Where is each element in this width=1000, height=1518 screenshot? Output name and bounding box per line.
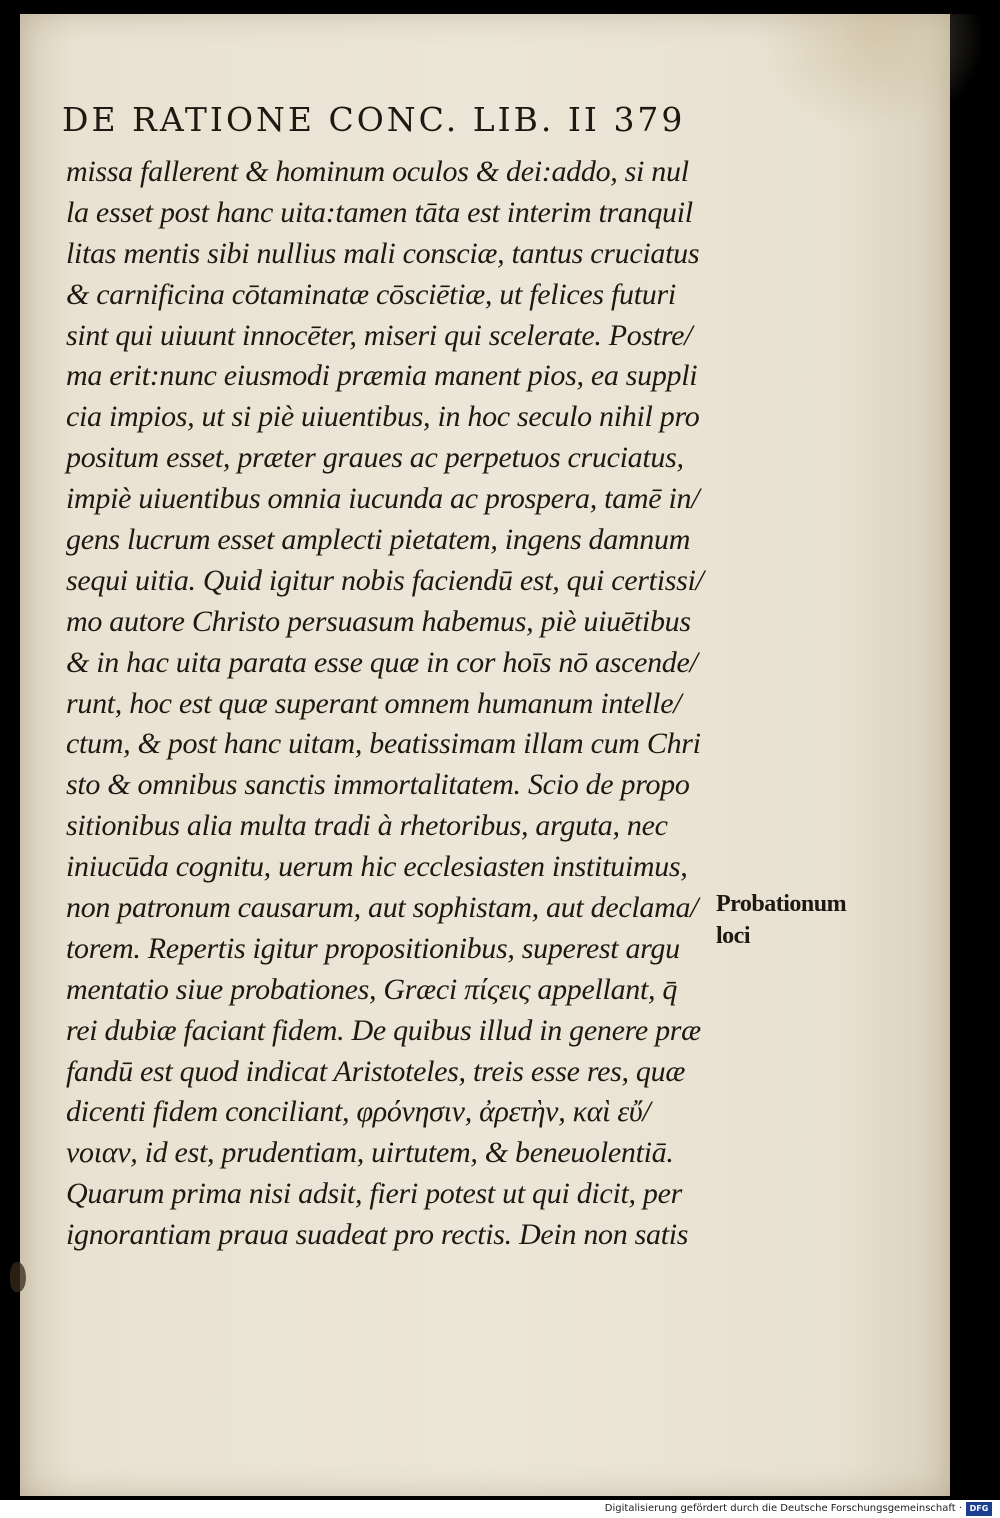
text-line: runt, hoc est quæ superant omnem humanum intelle/ (66, 686, 682, 720)
margin-note (716, 888, 866, 952)
margin-note-line: loci (716, 923, 750, 949)
text-line: iniucūda cognitu, uerum hic ecclesiasten instituimus, (66, 850, 688, 884)
body-text (66, 152, 716, 1256)
text-line: la esset post hanc uita:tamen tāta est interim tranquil (66, 195, 693, 229)
text-line: sint qui uiuunt innocēter, miseri qui scelerate. Postre/ (66, 318, 693, 352)
text-line: ignorantiam praua suadeat pro rectis. Dein non satis (66, 1218, 689, 1252)
text-line: mo autore Christo persuasum habemus, piè uiuētibus (66, 604, 691, 638)
text-line: missa fallerent & hominum oculos & dei:addo, si nul (66, 155, 689, 188)
ink-blot (10, 1262, 26, 1292)
text-line: positum esset, præter graues ac perpetuos cruciatus, (66, 441, 684, 475)
page-stain (755, 14, 985, 134)
margin-note-line: Probationum (716, 891, 847, 917)
text-line: & carnificina cōtaminatæ cōsciētiæ, ut felices futuri (66, 277, 676, 311)
text-line: impiè uiuentibus omnia iucunda ac prospera, tamē in/ (66, 482, 700, 516)
dfg-logo-icon: DFG (966, 1502, 992, 1516)
text-line: ctum, & post hanc uitam, beatissimam illam cum Chri (66, 727, 701, 761)
text-line: dicenti fidem conciliant, φρόνησιν, ἀρετὴν, καὶ εὔ/ (66, 1095, 651, 1129)
footer-credit: Digitalisierung gefördert durch die Deutsche Forschungsgemeinschaft · (604, 1503, 962, 1514)
text-line: Quarum prima nisi adsit, fieri potest ut qui dicit, per (66, 1177, 683, 1211)
text-line: torem. Repertis igitur propositionibus, superest argu (66, 931, 680, 965)
text-line: sto & omnibus sanctis immortalitatem. Scio de propo (66, 768, 690, 802)
text-line: sequi uitia. Quid igitur nobis faciendū est, qui certissi/ (66, 563, 704, 597)
text-line: νοιαν, id est, prudentiam, uirtutem, & beneuolentiā. (66, 1136, 674, 1170)
text-line: sitionibus alia multa tradi à rhetoribus, arguta, nec (66, 809, 668, 843)
text-line: ma erit:nunc eiusmodi præmia manent pios, ea suppli (66, 359, 698, 393)
text-line: non patronum causarum, aut sophistam, aut declama/ (66, 891, 699, 925)
text-line: & in hac uita parata esse quæ in cor hoīs nō ascende/ (66, 645, 698, 679)
text-line: cia impios, ut si piè uiuentibus, in hoc seculo nihil pro (66, 400, 700, 434)
text-line: fandū est quod indicat Aristoteles, treis esse res, quæ (66, 1054, 686, 1088)
text-line: gens lucrum esset amplecti pietatem, ingens damnum (66, 523, 691, 557)
running-head: DE RATIONE CONC. LIB. II 379 (62, 100, 686, 139)
text-line: rei dubiæ faciant fidem. De quibus illud in genere præ (66, 1013, 701, 1047)
text-line: litas mentis sibi nullius mali consciæ, tantus cruciatus (66, 236, 700, 270)
text-line: mentatio siue probationes, Græci πίςεις appellant, q̄ (66, 972, 678, 1006)
